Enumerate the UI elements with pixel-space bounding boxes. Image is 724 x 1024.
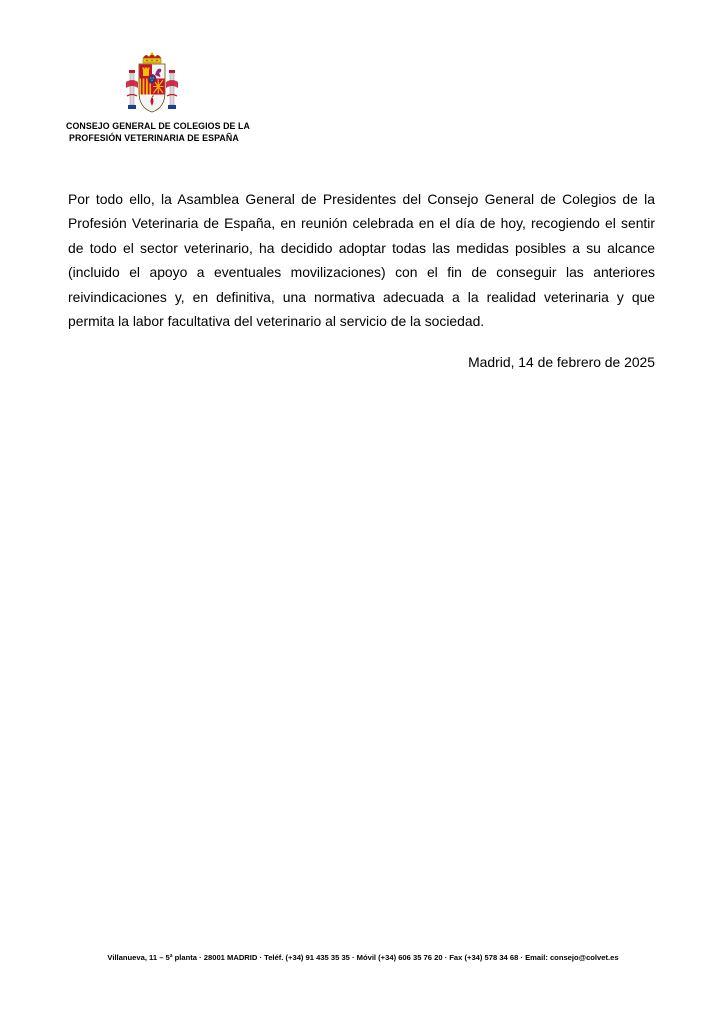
left-pillar-icon: [126, 70, 138, 109]
place-and-date: Madrid, 14 de febrero de 2025: [468, 354, 655, 370]
organization-name: [66, 120, 266, 144]
organization-name-line2: PROFESIÓN VETERINARIA DE ESPAÑA: [69, 133, 239, 143]
body-paragraph: Por todo ello, la Asamblea General de Presidentes del Consejo General de Colegios de la Profesión Veterinaria de España, en reunión celebrada en el día de hoy, recogiendo el sentir de todo el sector veterinario, ha decidido adoptar todas las medidas posibles a su alcance (incluido el apoyo a eventuales movilizaciones) con el fin de conseguir las anteriores reivindicaciones y, en definitiva, una normativa adecuada a la realidad veterinaria y que permita la labor facultativa del veterinario al servicio de la sociedad.: [68, 191, 655, 330]
footer-contact-info: Villanueva, 11 – 5ª planta · 28001 MADRID · Teléf. (+34) 91 435 35 35 · Móvil (+34) 606 35 76 20 · Fax (+34) 578 34 68 · Email: consejo@colvet.es: [107, 953, 619, 962]
spain-coat-of-arms-icon: [124, 52, 180, 116]
crown-icon: [143, 52, 161, 63]
organization-name-line1: CONSEJO GENERAL DE COLEGIOS DE LA: [66, 121, 250, 131]
shield-icon: [139, 64, 165, 112]
right-pillar-icon: [166, 70, 178, 109]
